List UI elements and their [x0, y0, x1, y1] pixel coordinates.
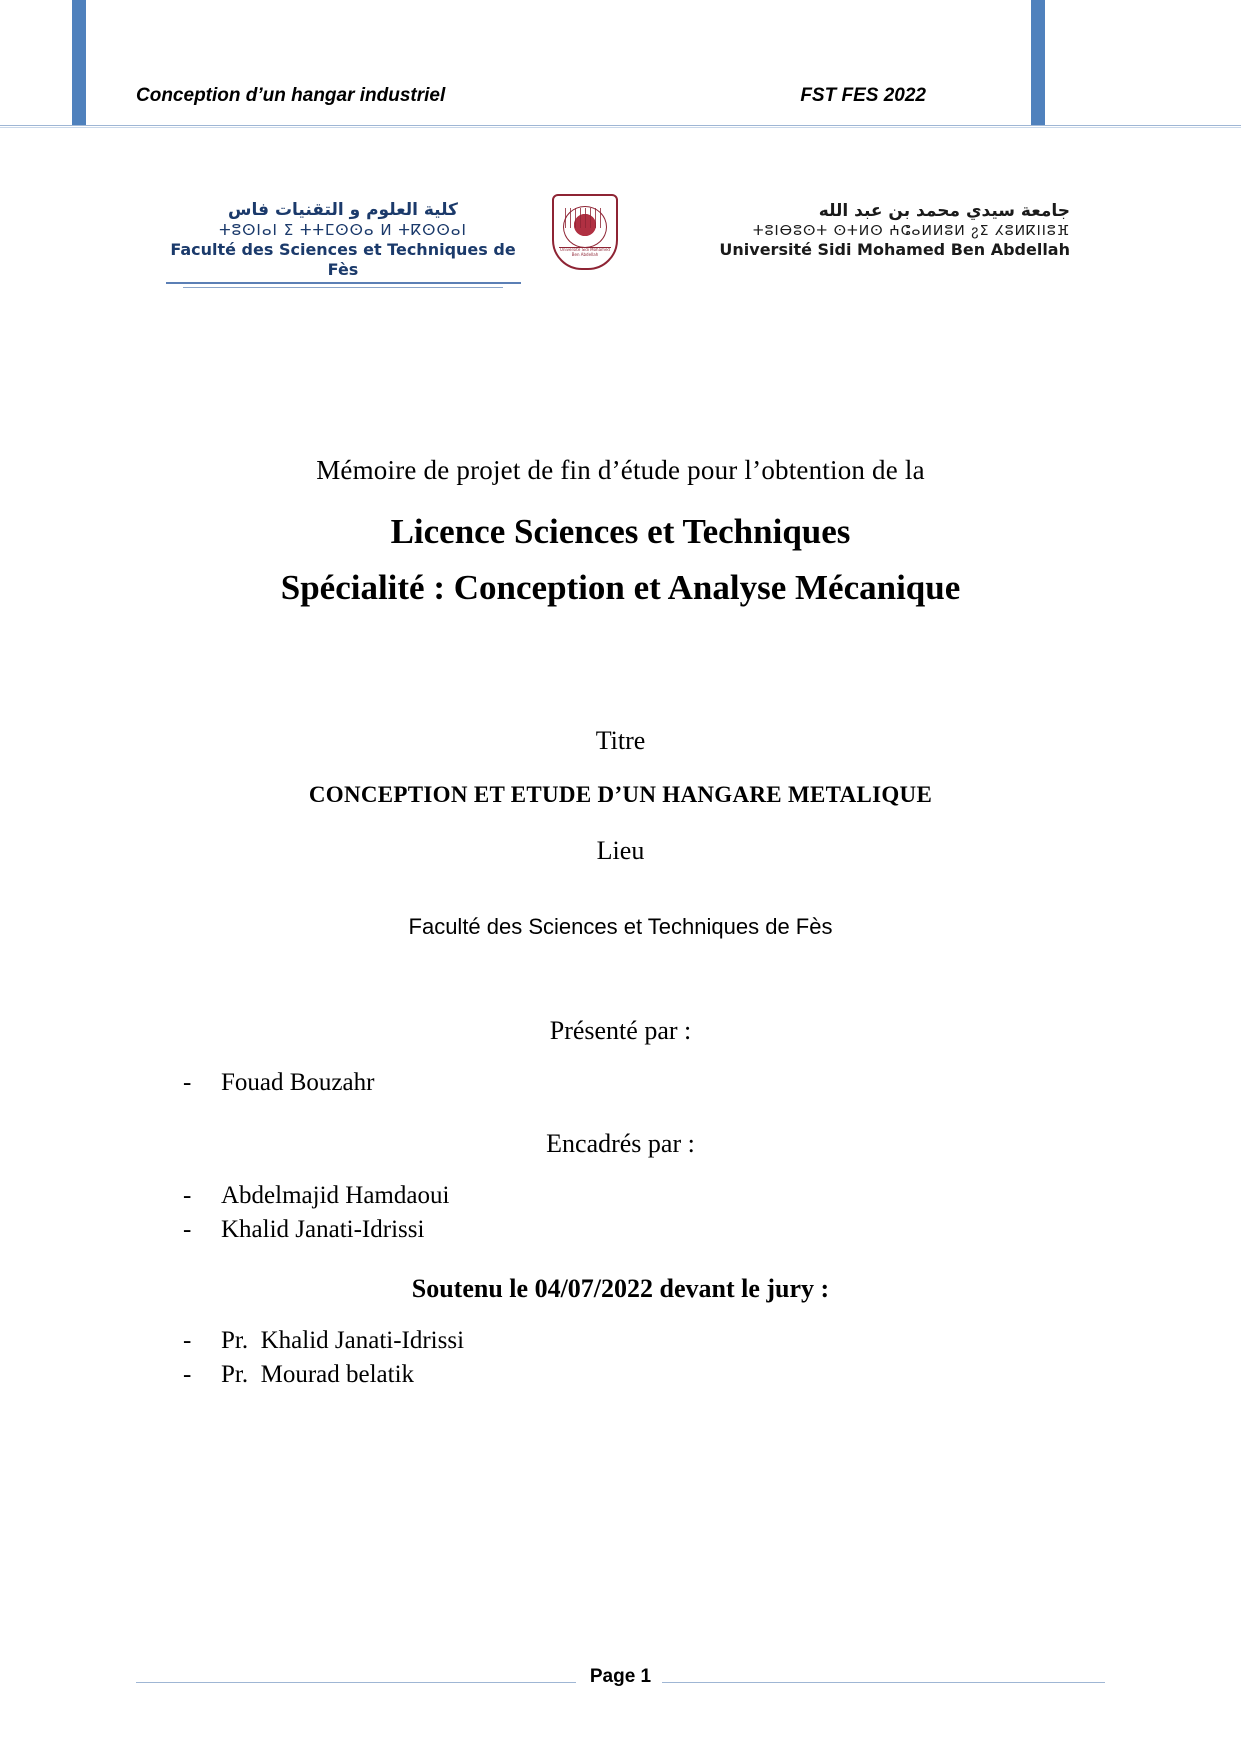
list-item	[183, 1358, 1241, 1393]
supervisor-name: Khalid Janati-Idrissi	[221, 1216, 425, 1243]
header-right-text: FST FES 2022	[800, 85, 926, 106]
fst-logo-tifinagh: ⵜⵓⵙⵏⴰⵏ ⵉ ⵜⵜⵎⵙⵙⴰ ⵍ ⵜⴽⵙⵙⴰⵏ	[219, 221, 467, 240]
page-number: Page 1	[589, 1666, 652, 1687]
student-name: Fouad Bouzahr	[221, 1069, 375, 1096]
cover-body	[0, 455, 1241, 1393]
list-dash: -	[183, 1216, 192, 1243]
list-item	[183, 1213, 1241, 1248]
list-dash: -	[183, 1361, 192, 1388]
crest-rays	[565, 208, 605, 228]
project-title: CONCEPTION ET ETUDE D’UN HANGARE METALIQUE	[308, 782, 933, 807]
jury-member: Pr. Khalid Janati-Idrissi	[221, 1326, 465, 1354]
list-item	[183, 1179, 1241, 1214]
page-header	[0, 85, 1241, 127]
label-presente-par: Présenté par :	[549, 1016, 692, 1045]
students-list	[0, 1066, 1241, 1101]
speciality-line: Spécialité : Conception et Analyse Mécanique	[280, 568, 961, 607]
intro-line: Mémoire de projet de fin d’étude pour l’obtention de la	[316, 455, 925, 485]
label-lieu: Lieu	[596, 836, 645, 865]
list-dash: -	[183, 1326, 192, 1354]
usmba-logo-arabic: جامعة سيدي محمد بن عبد الله	[818, 201, 1070, 221]
defense-line: Soutenu le 04/07/2022 devant le jury :	[411, 1273, 830, 1303]
list-item	[183, 1324, 1241, 1359]
usmba-logo	[650, 200, 1070, 261]
header-left-text: Conception d’un hangar industriel	[136, 85, 446, 106]
fst-logo	[163, 200, 523, 288]
list-item	[183, 1066, 1241, 1101]
list-dash: -	[183, 1069, 192, 1096]
crest-shield	[552, 194, 618, 270]
label-encadres-par: Encadrés par :	[546, 1128, 695, 1158]
degree-line: Licence Sciences et Techniques	[390, 512, 851, 551]
usmba-logo-tifinagh: ⵜⵓⵏⴱⵓⵙⵜ ⵙⵜⵍⵙ ⵄⵛⴰⵍⵍⵓⵍ ⴧⵉ ⵃⵓⵍⴽⵏⵏⵓⴼ	[752, 223, 1070, 240]
header-rule	[0, 125, 1241, 126]
fst-logo-arabic: كلية العلوم و التقنيات فاس	[228, 200, 458, 220]
fst-logo-underline-secondary	[183, 287, 503, 288]
label-titre: Titre	[595, 726, 646, 755]
university-crest-icon	[543, 192, 627, 280]
list-dash: -	[183, 1181, 192, 1209]
fst-logo-underline	[166, 282, 521, 284]
page-footer	[0, 1666, 1241, 1696]
crest-caption: Université Sidi Mohamed Ben Abdellah	[559, 247, 611, 262]
usmba-logo-french: Université Sidi Mohamed Ben Abdellah	[719, 240, 1070, 260]
fst-logo-french: Faculté des Sciences et Techniques de Fès	[170, 240, 516, 279]
jury-member: Pr. Mourad belatik	[221, 1361, 415, 1388]
jury-list	[0, 1324, 1241, 1393]
header-rule-secondary	[0, 127, 1241, 128]
place-value: Faculté des Sciences et Techniques de Fès	[408, 914, 833, 939]
supervisors-list	[0, 1179, 1241, 1248]
logo-row	[0, 192, 1241, 302]
supervisor-name: Abdelmajid Hamdaoui	[221, 1181, 450, 1209]
